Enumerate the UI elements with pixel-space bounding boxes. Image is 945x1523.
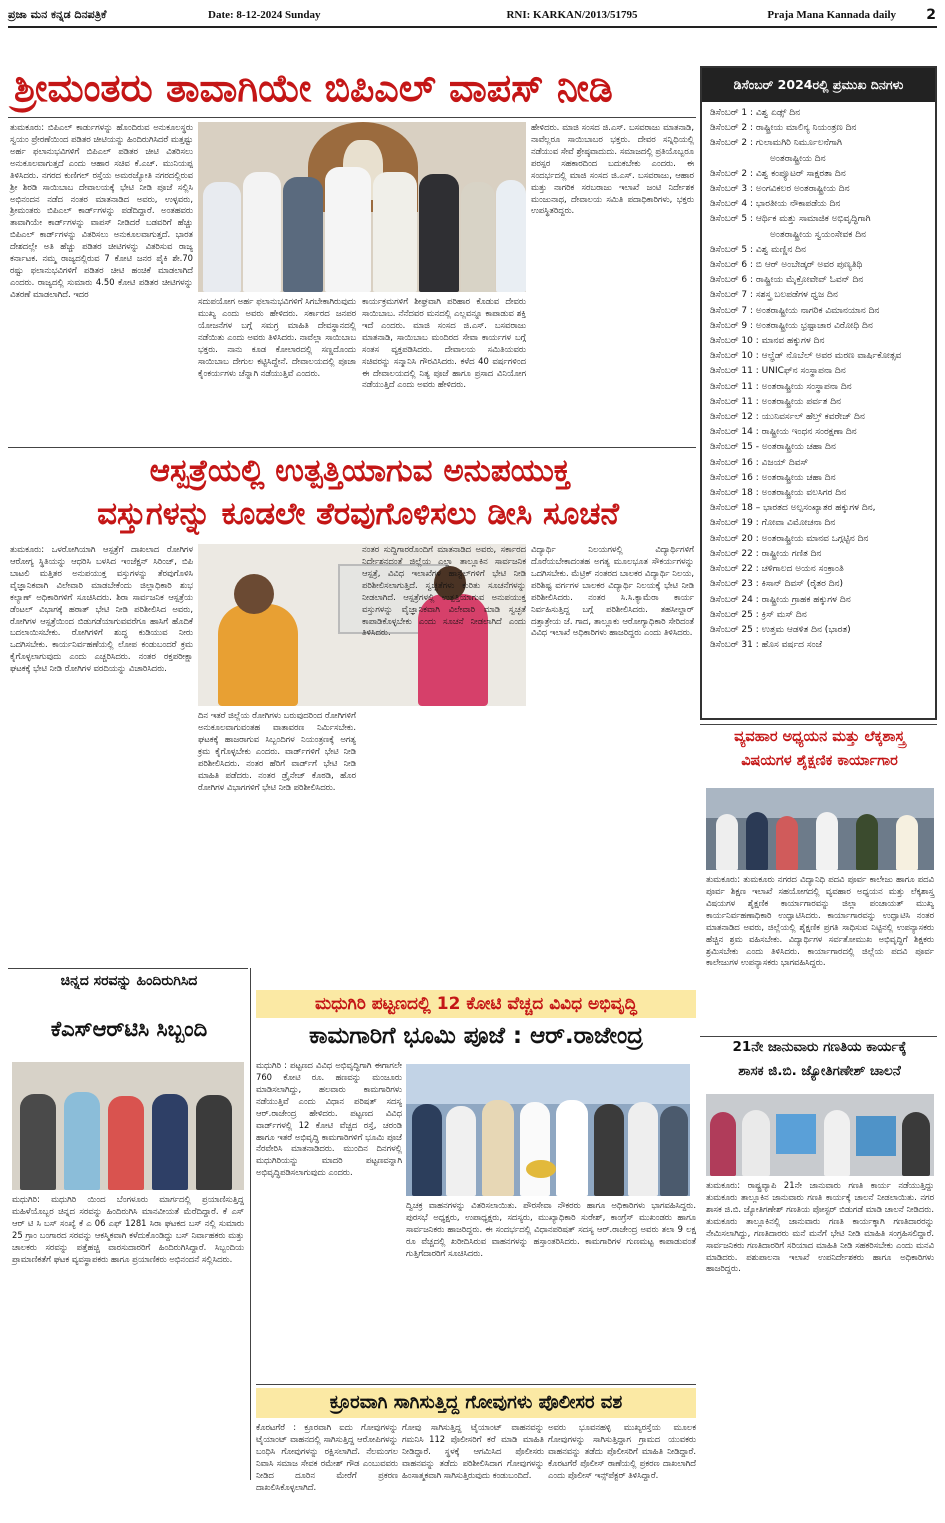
newspaper-name: Praja Mana Kannada daily xyxy=(767,9,896,21)
person-figure xyxy=(218,604,298,706)
list-item: ಡಿಸೆಂಬರ್ 24 : ರಾಷ್ಟ್ರೀಯ ಗ್ರಾಹಕ ಹಕ್ಕುಗಳ ದಿನ xyxy=(710,594,851,605)
person-figure xyxy=(816,812,838,870)
person-figure xyxy=(896,815,918,870)
list-item: ಡಿಸೆಂಬರ್ 6 : ರಾಷ್ಟ್ರೀಯ ಮೈಕ್ರೋವೇವ್ ಓವನ್ ದಿನ xyxy=(710,275,864,286)
person-figure xyxy=(776,816,798,870)
person-figure xyxy=(243,172,281,292)
person-figure xyxy=(902,1112,930,1176)
story1-col4: ಹೇಳಿದರು. ಮಾಜಿ ಸಂಸದ ಜಿ.ಎಸ್. ಬಸವರಾಜು ಮಾತನಾಡಿ, ನಾವೆಲ್ಲರೂ ಸಾಯಿಬಾಬರ ಭಕ್ತರು. ದೇವರ ಸನ್ನಿಧಿಯಲ್ಲಿ ನಡೆಯುವ ಸೇವೆ ಶ್ರೇಷ್ಠವಾದುದು. ಸಮಾಜದಲ್ಲಿ ಪ್ರತಿಯೊಬ್ಬರೂ ಪರಸ್ಪರ ಸಹಕಾರದಿಂದ ಬದುಕಬೇಕು ಎಂದರು. ಈ ಸಂದರ್ಭದಲ್ಲಿ ಮಾಜಿ ಸಂಸದ ಜಿ.ಎಸ್. ಬಸವರಾಜು, ಆಹಾರ ಮತ್ತು ನಾಗರಿಕ ಸರಬರಾಜು ಇಲಾಖೆ ಜಂಟಿ ನಿರ್ದೇಶಕ ಮಂಜುನಾಥ, ದೇವಾಲಯ ಸಮಿತಿ ಪದಾಧಿಕಾರಿಗಳು, ಭಕ್ತರು ಉಪಸ್ಥಿತರಿದ್ದರು. xyxy=(531,122,694,216)
divider xyxy=(700,724,937,725)
person-figure xyxy=(196,1095,232,1190)
person-head xyxy=(234,574,274,614)
list-item: ಡಿಸೆಂಬರ್ 1 : ವಿಶ್ವ ಏಡ್ಸ್ ದಿನ xyxy=(710,108,801,118)
list-item: ಡಿಸೆಂಬರ್ 16 : ವಿಜಯ್ ದಿವಸ್ xyxy=(710,457,809,468)
person-figure xyxy=(325,167,371,292)
important-days-box xyxy=(700,66,937,720)
list-item: ಡಿಸೆಂಬರ್ 7 : ಸಶಸ್ತ್ರ ಬಲಪಡೆಗಳ ಧ್ವಜ ದಿನ xyxy=(710,290,838,301)
list-item: ಡಿಸೆಂಬರ್ 20 : ಅಂತರಾಷ್ಟ್ರೀಯ ಮಾನವ ಒಗ್ಗಟ್ಟಿನ ದಿನ xyxy=(710,533,869,544)
story2-col2: ದಿನ ಇತರೆ ಜಿಲ್ಲೆಯ ರೋಗಿಗಳು ಬರುವುದರಿಂದ ರೋಗಿಗಳಿಗೆ ಅನುಕೂಲವಾಗುವಂತಹ ವಾತಾವರಣ ನಿರ್ಮಿಸಬೇಕು. ಘಟಕಕ್ಕೆ ಹಾಜರಾಗುವ ಸಿಬ್ಬಂದಿಗಳ ನಿಯಂತ್ರಣಕ್ಕೆ ಅಗತ್ಯ ಕ್ರಮ ಕೈಗೊಳ್ಳಬೇಕು ಎಂದರು. ವಾರ್ಡ್‌ಗಳಿಗೆ ಭೇಟಿ ನೀಡಿ ಪರಿಶೀಲಿಸಿದರು. ನಂತರ ಹೆರಿಗೆ ವಾರ್ಡ್‌ಗೆ ಭೇಟಿ ನೀಡಿ ಮಾಹಿತಿ ಪಡೆದರು. ನಂತರ ಡ್ರೈನೇಜ್ ಕೊಠಡಿ, ಹೊರ ರೋಗಿಗಳ ವಿಭಾಗಗಳಿಗೆ ಭೇಟಿ ನೀಡಿ ಪರಿಶೀಲಿಸಿದರು. xyxy=(198,710,356,792)
story5-headline-line2: ಕೆಎಸ್‌ಆರ್‌ಟಿಸಿ ಸಿಬ್ಬಂದಿ xyxy=(50,1017,208,1041)
list-item: ಡಿಸೆಂಬರ್ 23 : ಕಿಸಾನ್ ದಿವಸ್ (ರೈತರ ದಿನ) xyxy=(710,579,844,590)
person-figure xyxy=(20,1094,56,1190)
story1-col1: ತುಮಕೂರು: ಬಿಪಿಎಲ್ ಕಾರ್ಡುಗಳನ್ನು ಹೊಂದಿರುವ ಅನುಕೂಲಸ್ಥರು ಸ್ವಯಂ ಪ್ರೇರಣೆಯಿಂದ ಪಡಿತರ ಚೀಟಿಯನ್ನು ಹಿಂದಿರುಗಿಸಿದರೆ ಮತ್ತಷ್ಟು ಅರ್ಹ ಫಲಾನುಭವಿಗಳಿಗೆ ಬಿಪಿಎಲ್ ಪಡಿತರ ಚೀಟಿ ವಿತರಿಸಲು ಅನುಕೂಲವಾಗುತ್ತದೆ ಎಂದು ಆಹಾರ ಸಚಿವ ಕೆ.ಎಚ್. ಮುನಿಯಪ್ಪ ತಿಳಿಸಿದರು. ನಗರದ ಕುಣಿಗಲ್ ರಸ್ತೆಯ ಅಮರಜ್ಯೋತಿ ನಗರದಲ್ಲಿರುವ ಶ್ರೀ ಶಿರಡಿ ಸಾಯಿಬಾಬ ದೇವಾಲಯಕ್ಕೆ ಭೇಟಿ ನೀಡಿ ಪೂಜೆ ಸಲ್ಲಿಸಿ ಅಭಿನಂದನ ನಡೆದ ನಂತರ ಮಾತನಾಡಿದ ಅವರು, ಉಳ್ಳವರು, ಶ್ರೀಮಂತರು ಬಿಪಿಎಲ್ ಕಾರ್ಡ್‌ಗಳನ್ನು ಪಡೆದಿದ್ದಾರೆ. ಅಂತಹವರು ತಾವಾಗಿಯೇ ಕಾರ್ಡ್‌ಗಳನ್ನು ವಾಪಸ್ ನೀಡಿದರೆ ಬಡವರಿಗೆ ಹೆಚ್ಚು ಬಿಪಿಎಲ್ ಕಾರ್ಡ್‌ಗಳನ್ನು ವಿತರಿಸಲು ಅನುಕೂಲವಾಗುತ್ತದೆ. ಭಾರತ ದೇಶದಲ್ಲೇ ಅತಿ ಹೆಚ್ಚು ಪಡಿತರ ಚೀಟಿಗಳನ್ನು ವಿತರಿಸುವ ರಾಜ್ಯ ಕರ್ನಾಟಕ. ನಮ್ಮ ರಾಜ್ಯದಲ್ಲಿರುವ 7 ಕೋಟಿ ಜನರ ಪೈಕಿ ಶೇ.70 ರಷ್ಟು ಫಲಾನುಭವಿಗಳಿಗೆ ಪಡಿತರ ಚೀಟಿ ಹಂಚಿಕೆ ಮಾಡಲಾಗಿದೆ ಎಂದರು. ರಾಜ್ಯದಲ್ಲಿ ಸುಮಾರು 4.50 ಕೋಟಿ ಪಡಿತರ ಚೀಟಿಗಳನ್ನು ವಿತರಣೆ ಮಾಡಲಾಗಿದೆ. ಇದರ xyxy=(10,122,193,299)
list-item: ಡಿಸೆಂಬರ್ 4 : ಭಾರತೀಯ ನೌಕಾಪಡೆಯ ದಿನ xyxy=(710,199,841,210)
person-figure xyxy=(856,814,878,870)
divider xyxy=(8,117,696,118)
list-item: ಡಿಸೆಂಬರ್ 9 : ಅಂತರಾಷ್ಟ್ರೀಯ ಭ್ರಷ್ಟಾಚಾರ ವಿರೋಧಿ ದಿನ xyxy=(710,320,873,331)
sky-image xyxy=(406,1064,690,1104)
list-item: ಡಿಸೆಂಬರ್ 2 : ರಾಷ್ಟ್ರೀಯ ಮಾಲಿನ್ಯ ನಿಯಂತ್ರಣ ದಿನ xyxy=(710,123,857,134)
person-figure xyxy=(412,1104,442,1196)
person-figure xyxy=(446,1106,476,1196)
divider xyxy=(8,447,696,448)
story6-col1: ಮಧುಗಿರಿ : ಪಟ್ಟಣದ ವಿವಿಧ ಅಭಿವೃದ್ಧಿಗಾಗಿ ಈಗಾಗಲೇ 760 ಕೋಟಿ ರೂ. ಹಣವನ್ನು ಮಂಜೂರು ಮಾಡಿಸಲಾಗಿದ್ದು, ಹಲವಾರು ಕಾಮಗಾರಿಗಳು ನಡೆಯುತ್ತಿವೆ ಎಂದು ವಿಧಾನ ಪರಿಷತ್ ಸದಸ್ಯ ಆರ್.ರಾಜೇಂದ್ರ ಹೇಳಿದರು. ಪಟ್ಟಣದ ವಿವಿಧ ವಾರ್ಡ್‌ಗಳಲ್ಲಿ 12 ಕೋಟಿ ವೆಚ್ಚದ ರಸ್ತೆ, ಚರಂಡಿ ಹಾಗೂ ಇತರೆ ಅಭಿವೃದ್ಧಿ ಕಾಮಗಾರಿಗಳಿಗೆ ಭೂಮಿ ಪೂಜೆ ನೆರವೇರಿಸಿ ಮಾತನಾಡಿದರು. ಮುಂದಿನ ದಿನಗಳಲ್ಲಿ ಮಧುಗಿರಿಯನ್ನು ಮಾದರಿ ಪಟ್ಟಣವನ್ನಾಗಿ ಅಭಿವೃದ್ಧಿಪಡಿಸಲಾಗುವುದು ಎಂದರು. xyxy=(256,1060,402,1178)
story2-col3: ನಂತರ ಸುದ್ದಿಗಾರರೊಂದಿಗೆ ಮಾತನಾಡಿದ ಅವರು, ಸರ್ಕಾರದ ನಿರ್ದೇಶನದಂತೆ ಜಿಲ್ಲೆಯ ಎಲ್ಲಾ ತಾಲ್ಲೂಕಿನ ಸಾರ್ವಜನಿಕ ಆಸ್ಪತ್ರೆ, ವಿವಿಧ ಇಲಾಖೆಗಳ ಹಾಸ್ಟೆಲ್‌ಗಳಿಗೆ ಭೇಟಿ ನೀಡಿ ಪರಿಶೀಲಿಸಲಾಗುತ್ತಿದೆ. ಸ್ವಚ್ಛತೆಗಳು ಕುರಿತು ಸೂಚನೆಗಳನ್ನು ನೀಡಲಾಗಿದೆ. ಆಸ್ಪತ್ರೆಗಳಲ್ಲಿ ಉತ್ಪತ್ತಿಯಾಗುವ ಅನುಪಯುಕ್ತ ವಸ್ತುಗಳನ್ನು ವೈಜ್ಞಾನಿಕವಾಗಿ ವಿಲೇವಾರಿ ಮಾಡಿ ಸ್ವಚ್ಛತೆ ಕಾಪಾಡಿಕೊಳ್ಳಬೇಕು ಎಂದು ಸೂಚನೆ ನೀಡಲಾಗಿದೆ ಎಂದು ತಿಳಿಸಿದರು. xyxy=(362,544,526,638)
person-figure xyxy=(482,1100,514,1196)
list-item: ಡಿಸೆಂಬರ್ 25 : ಉತ್ತಮ ಆಡಳಿತ ದಿನ (ಭಾರತ) xyxy=(710,624,851,635)
person-figure xyxy=(660,1106,688,1196)
story6-photo xyxy=(406,1064,690,1196)
list-item: ಡಿಸೆಂಬರ್ 3 : ಅಂಗವಿಕಲರ ಅಂತರಾಷ್ಟ್ರೀಯ ದಿನ xyxy=(710,184,850,195)
person-figure xyxy=(203,182,241,292)
masthead xyxy=(8,4,937,28)
person-figure xyxy=(108,1096,144,1190)
list-item: ಡಿಸೆಂಬರ್ 14 : ರಾಷ್ಟ್ರೀಯ ಇಂಧನ ಸಂರಕ್ಷಣಾ ದಿನ xyxy=(710,427,857,438)
divider xyxy=(700,1036,937,1037)
person-figure xyxy=(710,1112,736,1176)
story4-headline-line2: ಶಾಸಕ ಜಿ.ಬಿ. ಜ್ಯೋತಿಗಣೇಶ್ ಚಾಲನೆ xyxy=(738,1063,901,1079)
person-figure xyxy=(373,172,417,292)
poster-image xyxy=(776,1114,816,1154)
story2-col4: ವಿದ್ಯಾರ್ಥಿ ನಿಲಯಗಳಲ್ಲಿ ವಿದ್ಯಾರ್ಥಿಗಳಿಗೆ ದೊರೆಯಬೇಕಾದಂತಹ ಅಗತ್ಯ ಮೂಲಭೂತ ಸೌಕರ್ಯಗಳನ್ನು ಒದಗಿಸಬೇಕು. ಮೆಟ್ರಿಕ್ ನಂತರದ ಬಾಲಕರ ವಿದ್ಯಾರ್ಥಿ ನಿಲಯ, ಪರಿಶಿಷ್ಟ ವರ್ಗಗಳ ಬಾಲಕರ ವಿದ್ಯಾರ್ಥಿ ನಿಲಯಕ್ಕೆ ಭೇಟಿ ನೀಡಿ ಪರಿಶೀಲಿಸಿದರು. ನಂತರ ಸಿ.ಸಿ.ಕ್ಯಾಮೆರಾ ಕಾರ್ಯ ನಿರ್ವಹಿಸುತ್ತಿದ್ದ ಬಗ್ಗೆ ಪರಿಶೀಲಿಸಿದರು. ತಹಸೀಲ್ದಾರ್ ದತ್ತಾತ್ರೇಯ ಜೆ. ಗಾದ, ತಾಲ್ಲೂಕು ಆರೋಗ್ಯಾಧಿಕಾರಿ ಸೇರಿದಂತೆ ವಿವಿಧ ಇಲಾಖೆ ಅಧಿಕಾರಿಗಳು ಹಾಜರಿದ್ದರು ಎಂದು ತಿಳಿಸಿದರು. xyxy=(531,544,694,638)
story4-headline-line1: 21ನೇ ಜಾನುವಾರು ಗಣತಿಯ ಕಾರ್ಯಕ್ಕೆ xyxy=(732,1039,907,1055)
list-item: ಡಿಸೆಂಬರ್ 25 : ಕ್ರಿಸ್ ಮಸ್ ದಿನ xyxy=(710,609,807,620)
list-item: ಡಿಸೆಂಬರ್ 16 : ಅಂತರಾಷ್ಟ್ರೀಯ ಚಹಾ ದಿನ xyxy=(710,472,836,483)
person-figure xyxy=(742,1110,770,1176)
story7-col1: ಕೊರಟಗೆರೆ : ಕ್ರೂರವಾಗಿ ಐದು ಗೋವುಗಳನ್ನು ಟೈಯಾಂಟ್ ವಾಹನದಲ್ಲಿ ಸಾಗಿಸುತ್ತಿದ್ದ ಆರೋಪಿಗಳನ್ನು ಬಂಧಿಸಿ ಗೋವುಗಳನ್ನು ರಕ್ಷಿಸಲಾಗಿದೆ. ನೆಲಮಂಗಲ ನಿವಾಸಿ ಸಮಾಜ ಸೇವಕ ರಮೇಶ್ ಗೌಡ ಎಂಬುವವರು ನೀಡಿದ ದೂರಿನ ಮೇರೆಗೆ ಪ್ರಕರಣ ದಾಖಲಿಸಿಕೊಳ್ಳಲಾಗಿದೆ. xyxy=(256,1422,398,1492)
story7-headline: ಕ್ರೂರವಾಗಿ ಸಾಗಿಸುತ್ತಿದ್ದ ಗೋವುಗಳು ಪೊಲೀಸರ ವಶ xyxy=(256,1388,696,1418)
issue-date: Date: 8-12-2024 Sunday xyxy=(208,9,321,21)
list-item: ಅಂತರಾಷ್ಟ್ರೀಯ ದಿನ xyxy=(770,153,826,164)
story5-photo xyxy=(12,1062,244,1190)
list-item: ಡಿಸೆಂಬರ್ 11 : ಅಂತರಾಷ್ಟ್ರೀಯ ಸಂಸ್ಥಾಪನಾ ದಿನ xyxy=(710,381,852,392)
list-item: ಡಿಸೆಂಬರ್ 11 : UNICಫ್‌ನ ಸಂಸ್ಥಾಪನಾ ದಿನ xyxy=(710,366,846,377)
list-item: ಡಿಸೆಂಬರ್ 2 : ವಿಶ್ವ ಕಂಪ್ಯೂಟರ್ ಸಾಕ್ಷರತಾ ದಿನ xyxy=(710,168,846,179)
page-number: 2 xyxy=(926,7,936,23)
story6-headline-line1: ಮಧುಗಿರಿ ಪಟ್ಟಣದಲ್ಲಿ 12 ಕೋಟಿ ವೆಚ್ಚದ ವಿವಿಧ ಅಭಿವೃದ್ಧಿ xyxy=(256,990,696,1018)
story4-body: ತುಮಕೂರು: ರಾಷ್ಟ್ರವ್ಯಾಪಿ 21ನೇ ಜಾನುವಾರು ಗಣತಿ ಕಾರ್ಯ ನಡೆಯುತ್ತಿದ್ದು ತುಮಕೂರು ತಾಲ್ಲೂಕಿನ ಜಾನುವಾರು ಗಣತಿ ಕಾರ್ಯಕ್ಕೆ ಚಾಲನೆ ನೀಡಲಾಯಿತು. ನಗರ ಶಾಸಕ ಜಿ.ಬಿ. ಜ್ಯೋತಿಗಣೇಶ್ ಗಣತಿಯ ಪೋಸ್ಟರ್ ಬಿಡುಗಡೆ ಮಾಡಿ ಚಾಲನೆ ನೀಡಿದರು. ತುಮಕೂರು ತಾಲ್ಲೂಕಿನಲ್ಲಿ ಜಾನುವಾರು ಗಣತಿ ಕಾರ್ಯಕ್ಕಾಗಿ ಗಣತಿದಾರರನ್ನು ನೇಮಿಸಲಾಗಿದ್ದು, ಗಣತಿದಾರರು ಮನೆ ಮನೆಗೆ ಭೇಟಿ ನೀಡಿ ಮಾಹಿತಿ ಸಂಗ್ರಹಿಸಲಿದ್ದಾರೆ. ಸಾರ್ವಜನಿಕರು ಗಣತಿದಾರರಿಗೆ ಸರಿಯಾದ ಮಾಹಿತಿ ನೀಡಿ ಸಹಕರಿಸಬೇಕು ಎಂದು ಮನವಿ ಮಾಡಿದರು. ಪಶುಪಾಲನಾ ಇಲಾಖೆ ಉಪನಿರ್ದೇಶಕರು ಹಾಗೂ ಅಧಿಕಾರಿಗಳು ಹಾಜರಿದ್ದರು. xyxy=(706,1180,934,1274)
divider xyxy=(250,968,251,1480)
poster-image xyxy=(856,1116,896,1156)
story5-headline-line1: ಚಿನ್ನದ ಸರವನ್ನು ಹಿಂದಿರುಗಿಸಿದ xyxy=(60,973,198,989)
person-figure xyxy=(461,182,495,292)
list-item: ಡಿಸೆಂಬರ್ 10 : ಆಲ್ಫ್ರೆಡ್ ನೊಬೆಲ್ ಅವರ ಮರಣ ವಾರ್ಷಿಕೋತ್ಸವ xyxy=(710,351,902,362)
list-item: ಡಿಸೆಂಬರ್ 18 – ಭಾರತದ ಅಲ್ಪಸಂಖ್ಯಾತರ ಹಕ್ಕುಗಳ ದಿನ, xyxy=(710,503,876,514)
divider xyxy=(256,1384,696,1385)
story1-photo xyxy=(198,122,526,292)
list-item: ಡಿಸೆಂಬರ್ 22 : ರಾಷ್ಟ್ರೀಯ ಗಣಿತ ದಿನ xyxy=(710,548,822,559)
list-item: ಡಿಸೆಂಬರ್ 2 : ಗುಲಾಮಗಿರಿ ನಿರ್ಮೂಲನೆಗಾಗಿ xyxy=(710,138,842,149)
list-item: ಡಿಸೆಂಬರ್ 5 : ಆರ್ಥಿಕ ಮತ್ತು ಸಾಮಾಜಿಕ ಅಭಿವೃದ್ಧಿಗಾಗಿ xyxy=(710,214,871,225)
story6-col2: ದ್ವಿಚಕ್ರ ವಾಹನಗಳನ್ನು ವಿತರಿಸಲಾಯಿತು. ಪೌರಸೇವಾ ನೌಕರರು ಹಾಗೂ ಅಧಿಕಾರಿಗಳು ಭಾಗವಹಿಸಿದ್ದರು. ಪುರಸಭೆ ಅಧ್ಯಕ್ಷರು, ಉಪಾಧ್ಯಕ್ಷರು, ಸದಸ್ಯರು, ಮುಖ್ಯಾಧಿಕಾರಿ ಸುರೇಶ್, ಕಾಂಗ್ರೆಸ್ ಮುಖಂಡರು ಹಾಗೂ ಸಾರ್ವಜನಿಕರು ಹಾಜರಿದ್ದರು. ಈ ಸಂದರ್ಭದಲ್ಲಿ ವಿಧಾನಪರಿಷತ್ ಸದಸ್ಯ ಆರ್.ರಾಜೇಂದ್ರ ಅವರು ತಲಾ 9 ಲಕ್ಷ ರೂ ವೆಚ್ಚದಲ್ಲಿ ಖರೀದಿಸಿರುವ ವಾಹನಗಳನ್ನು ಹಸ್ತಾಂತರಿಸಿದರು. ಕಾಮಗಾರಿಗಳ ಗುಣಮಟ್ಟ ಕಾಪಾಡುವಂತೆ ಗುತ್ತಿಗೆದಾರರಿಗೆ ಸೂಚಿಸಿದರು. xyxy=(406,1200,696,1258)
list-item: ಡಿಸೆಂಬರ್ 10 : ಮಾನವ ಹಕ್ಕುಗಳ ದಿನ xyxy=(710,336,825,347)
person-figure xyxy=(716,814,738,870)
rni-number: RNI: KARKAN/2013/51795 xyxy=(506,9,638,21)
person-figure xyxy=(152,1094,188,1190)
story6-headline-line2: ಕಾಮಗಾರಿಗೆ ಭೂಮಿ ಪೂಜೆ : ಆರ್.ರಾಜೇಂದ್ರ xyxy=(308,1023,644,1049)
person-figure xyxy=(520,1102,550,1196)
story5-body: ಮಧುಗಿರಿ: ಮಧುಗಿರಿ ಯಿಂದ ಬೆಂಗಳೂರು ಮಾರ್ಗದಲ್ಲಿ ಪ್ರಯಾಣಿಸುತ್ತಿದ್ದ ಮಹಿಳೆಯೊಬ್ಬರ ಚಿನ್ನದ ಸರವನ್ನು ಹಿಂದಿರುಗಿಸಿ ಮಾನವೀಯತೆ ಮೆರೆದಿದ್ದಾರೆ. ಕೆ ಎಸ್ ಆರ್ ಟಿ ಸಿ ಬಸ್ ಸಂಖ್ಯೆ ಕೆ ಎ 06 ಎಫ್ 1281 ಸಿರಾ ಘಟಕದ ಬಸ್ ನಲ್ಲಿ ಸುಮಾರು 25 ಗ್ರಾಂ ಬಂಗಾರದ ಸರವನ್ನು ಆಕಸ್ಮಿಕವಾಗಿ ಕಳೆದುಕೊಂಡಿದ್ದು ಬಸ್ ನಿರ್ವಾಹಕರು ಮತ್ತು ಚಾಲಕರು ಸರವನ್ನು ಪತ್ತೆಹಚ್ಚಿ ವಾರಸುದಾರರಿಗೆ ಹಿಂದಿರುಗಿಸಿದ್ದಾರೆ. ಸಿಬ್ಬಂದಿಯ ಪ್ರಾಮಾಣಿಕತೆಗೆ ಘಟಕ ವ್ಯವಸ್ಥಾಪಕರು ಹಾಗೂ ಪ್ರಯಾಣಿಕರು ಅಭಿನಂದನೆ ಸಲ್ಲಿಸಿದರು. xyxy=(12,1194,244,1264)
story2-headline-line1: ಆಸ್ಪತ್ರೆಯಲ್ಲಿ ಉತ್ಪತ್ತಿಯಾಗುವ ಅನುಪಯುಕ್ತ xyxy=(149,453,571,489)
story3-photo xyxy=(706,788,934,870)
list-item: ಡಿಸೆಂಬರ್ 15 - ಅಂತರಾಷ್ಟ್ರೀಯ ಚಹಾ ದಿನ xyxy=(710,442,836,453)
story1-col3: ಕಾರ್ಯಕ್ರಮಗಳಿಗೆ ಶೀಘ್ರವಾಗಿ ಪರಿಹಾರ ಕೊಡುವ ದೇವರು ಸಾಯಿಬಾಬ. ನೆನೆದವರ ಮನದಲ್ಲಿ ಎಲ್ಲವನ್ನೂ ಕಾಪಾಡುವ ಶಕ್ತಿ ಇದೆ ಎಂದರು. ಮಾಜಿ ಸಂಸದ ಜಿ.ಎಸ್. ಬಸವರಾಜು ಮಾತನಾಡಿ, ಸಾಯಿಬಾಬ ಮಂದಿರದ ಸೇವಾ ಕಾರ್ಯಗಳ ಬಗ್ಗೆ ಸಂತಸ ವ್ಯಕ್ತಪಡಿಸಿದರು. ದೇವಾಲಯ ಸಮಿತಿಯವರು ಸಚಿವರನ್ನು ಸನ್ಮಾನಿಸಿ ಗೌರವಿಸಿದರು. ಕಳೆದ 40 ವರ್ಷಗಳಿಂದ ಈ ದೇವಾಲಯದಲ್ಲಿ ನಿತ್ಯ ಪೂಜೆ ಹಾಗೂ ಪ್ರಸಾದ ವಿನಿಯೋಗ ನಡೆಯುತ್ತಿದೆ ಎಂದು ಅವರು ಹೇಳಿದರು. xyxy=(362,296,526,390)
story2-headline-line2: ವಸ್ತುಗಳನ್ನು ಕೂಡಲೇ ತೆರವುಗೊಳಿಸಲು ಡೀಸಿ ಸೂಚನೆ xyxy=(97,496,619,532)
story4-photo xyxy=(706,1094,934,1176)
list-item: ಡಿಸೆಂಬರ್ 31 : ಹೊಸ ವರ್ಷದ ಸಂಜೆ xyxy=(710,640,823,651)
list-item: ಅಂತರಾಷ್ಟ್ರೀಯ ಸ್ವಯಂಸೇವಕ ದಿನ xyxy=(770,229,867,240)
divider xyxy=(8,968,248,969)
list-item: ಡಿಸೆಂಬರ್ 19 : ಗೋವಾ ವಿಮೋಚನಾ ದಿನ xyxy=(710,518,836,529)
important-days-title: ಡಿಸೆಂಬರ್ 2024ರಲ್ಲಿ ಪ್ರಮುಖ ದಿನಗಳು xyxy=(702,68,935,102)
flower-garland-image xyxy=(526,1160,556,1178)
person-figure xyxy=(496,180,526,292)
story7-col2: ಗೋವು ಸಾಗಿಸುತ್ತಿದ್ದ ಟೈಯಾಂಟ್ ವಾಹನವನ್ನು ಗಮನಿಸಿ 112 ಪೊಲೀಸರಿಗೆ ಕರೆ ಮಾಡಿ ಮಾಹಿತಿ ನೀಡಿದ್ದಾರೆ. ಸ್ಥಳಕ್ಕೆ ಆಗಮಿಸಿದ ಪೊಲೀಸರು ವಾಹನವನ್ನು ತಡೆದು ಪರಿಶೀಲಿಸಿದಾಗ ಗೋವುಗಳನ್ನು ಹಿಂಸಾತ್ಮಕವಾಗಿ ಸಾಗಿಸುತ್ತಿರುವುದು ಕಂಡುಬಂದಿದೆ. xyxy=(402,1422,544,1480)
person-figure xyxy=(419,174,459,292)
person-figure xyxy=(64,1092,100,1190)
story2-col1: ತುಮಕೂರು: ಒಳರೋಗಿಯಾಗಿ ಆಸ್ಪತ್ರೆಗೆ ದಾಖಲಾದ ರೋಗಿಗಳ ಆರೋಗ್ಯ ಸ್ಥಿತಿಯನ್ನು ಆಧರಿಸಿ ಬಳಸಿದ ಇಂಜೆಕ್ಷನ್ ಸಿರಿಂಜ್, ಬಿಪಿ ಬಾಟಲಿ ಮತ್ತಿತರ ಅನುಪಯುಕ್ತ ವಸ್ತುಗಳನ್ನು ತೆರವುಗೊಳಿಸಿ ವೈಜ್ಞಾನಿಕವಾಗಿ ವಿಲೇವಾರಿ ಮಾಡಬೇಕೆಂದು ಜಿಲ್ಲಾಧಿಕಾರಿ ಶುಭ ಕಲ್ಯಾಣ್ ಅಧಿಕಾರಿಗಳಿಗೆ ಸೂಚಿಸಿದರು. ಶಿರಾ ಸಾರ್ವಜನಿಕ ಆಸ್ಪತ್ರೆಯ ಡೆಂಟಲ್ ವಿಭಾಗಕ್ಕೆ ಹಠಾತ್ ಭೇಟಿ ನೀಡಿ ಪರಿಶೀಲಿಸಿದ ಅವರು, ರೋಗಿಗಳ ಆಸ್ಪತ್ರೆಯಿಂದ ಬಿಡುಗಡೆಯಾಗುವವರೆಗೂ ಹಾಸಿಗೆ ಹೊದಿಕೆ ಬದಲಾಯಿಸಬೇಕು. ರೋಗಿಗಳಿಗೆ ಶುದ್ಧ ಕುಡಿಯುವ ನೀರು ಒದಗಿಸಬೇಕು. ಕಾರ್ಯನಿರ್ವಹಣೆಯಲ್ಲಿ ಲೋಪ ಕಂಡುಬಂದರೆ ಕ್ರಮ ಕೈಗೊಳ್ಳಲಾಗುವುದು ಎಂದು ಎಚ್ಚರಿಸಿದರು. ನಂತರ ರಕ್ತಪರೀಕ್ಷಾ ಘಟಕಕ್ಕೆ ಭೇಟಿ ನೀಡಿ ರೋಗಿಗಳ ವರದಿಯನ್ನು ವಿಚಾರಿಸಿದರು. xyxy=(10,544,193,674)
person-figure xyxy=(628,1102,658,1196)
newspaper-logo: ಪ್ರಜಾ ಮನ ಕನ್ನಡ ದಿನಪತ್ರಿಕೆ xyxy=(8,8,107,21)
story3-headline-line2: ವಿಷಯಗಳ ಶೈಕ್ಷಣಿಕ ಕಾರ್ಯಾಗಾರ xyxy=(741,753,898,769)
person-figure xyxy=(283,177,323,292)
person-figure xyxy=(746,812,768,870)
story1-col2: ಸದುಪಯೋಗ ಅರ್ಹ ಫಲಾನುಭವಿಗಳಿಗೆ ಸಿಗಬೇಕಾಗಿರುವುದು ಮುಖ್ಯ ಎಂದು ಅವರು ಹೇಳಿದರು. ಸರ್ಕಾರದ ಜನಪರ ಯೋಜನೆಗಳ ಬಗ್ಗೆ ಸಮಗ್ರ ಮಾಹಿತಿ ದೇವಸ್ಥಾನದಲ್ಲಿ ನಡೆಯಿತು ಎಂದು ಅವರು ತಿಳಿಸಿದರು. ನಾವೆಲ್ಲಾ ಸಾಯಿಬಾಬ ಭಕ್ತರು. ನಾನು ಕೂಡ ಕೋಲಾರದಲ್ಲಿ ಸಣ್ಣದೊಂದು ಸಾಯಿಬಾಬ ದೇಗುಲ ಕಟ್ಟಿಸಿದ್ದೇನೆ. ದೇವಾಲಯದಲ್ಲಿ ಪೂಜಾ ಕೈಂಕರ್ಯಗಳು ಚೆನ್ನಾಗಿ ನಡೆಯುತ್ತಿವೆ ಎಂದರು. xyxy=(198,296,356,378)
list-item: ಡಿಸೆಂಬರ್ 6 : ಬಿ ಆರ್ ಅಂಬೇಡ್ಕರ್ ಅವರ ಪುಣ್ಯತಿಥಿ xyxy=(710,260,863,271)
story7-col3: ಅವರು ಭೂವನಹಳ್ಳಿ ಮುಖ್ಯರಸ್ತೆಯ ಮೂಲಕ ಗೋವುಗಳನ್ನು ಸಾಗಿಸುತ್ತಿದ್ದಾಗ ಗ್ರಾಮದ ಯುವಕರು ವಾಹನವನ್ನು ತಡೆದು ಪೊಲೀಸರಿಗೆ ಮಾಹಿತಿ ನೀಡಿದ್ದಾರೆ. ಕೊರಟಗೆರೆ ಪೊಲೀಸ್ ಠಾಣೆಯಲ್ಲಿ ಪ್ರಕರಣ ದಾಖಲಾಗಿದೆ ಎಂದು ಪೊಲೀಸ್ ಇನ್ಸ್‌ಪೆಕ್ಟರ್ ತಿಳಿಸಿದ್ದಾರೆ. xyxy=(548,1422,696,1480)
important-days-list xyxy=(702,102,935,653)
list-item: ಡಿಸೆಂಬರ್ 5 : ವಿಶ್ವ ಮಣ್ಣಿನ ದಿನ xyxy=(710,244,806,255)
story3-headline-line1: ವ್ಯವಹಾರ ಅಧ್ಯಯನ ಮತ್ತು ಲೆಕ್ಕಶಾಸ್ತ್ರ xyxy=(734,729,905,745)
person-figure xyxy=(556,1100,588,1196)
list-item: ಡಿಸೆಂಬರ್ 7 : ಅಂತರಾಷ್ಟ್ರೀಯ ನಾಗರಿಕ ವಿಮಾನಯಾನ ದಿನ xyxy=(710,305,880,316)
list-item: ಡಿಸೆಂಬರ್ 12 : ಯುನಿವರ್ಸಲ್ ಹೆಲ್ತ್ ಕವರೇಜ್ ದಿನ xyxy=(710,412,865,423)
person-figure xyxy=(824,1110,850,1176)
story3-body: ತುಮಕೂರು: ತುಮಕೂರು ನಗರದ ವಿದ್ಯಾನಿಧಿ ಪದವಿ ಪೂರ್ವ ಕಾಲೇಜು ಹಾಗೂ ಪದವಿ ಪೂರ್ವ ಶಿಕ್ಷಣ ಇಲಾಖೆ ಸಹಯೋಗದಲ್ಲಿ ವ್ಯವಹಾರ ಅಧ್ಯಯನ ಮತ್ತು ಲೆಕ್ಕಶಾಸ್ತ್ರ ವಿಷಯಗಳ ಶೈಕ್ಷಣಿಕ ಕಾರ್ಯಾಗಾರವನ್ನು ಜಿಲ್ಲಾ ಪಂಚಾಯತ್ ಮುಖ್ಯ ಕಾರ್ಯನಿರ್ವಹಣಾಧಿಕಾರಿ ಉದ್ಘಾಟಿಸಿದರು. ಕಾರ್ಯಾಗಾರವನ್ನು ಉದ್ಘಾಟಿಸಿ ನಂತರ ಮಾತನಾಡಿದ ಅವರು, ಜಿಲ್ಲೆಯಲ್ಲಿ ಶೈಕ್ಷಣಿಕ ಪ್ರಗತಿ ಸಾಧಿಸುವ ನಿಟ್ಟಿನಲ್ಲಿ ಉಪನ್ಯಾಸಕರು ಹೆಚ್ಚಿನ ಶ್ರಮ ವಹಿಸಬೇಕು. ವಿದ್ಯಾರ್ಥಿಗಳ ಸರ್ವತೋಮುಖ ಅಭಿವೃದ್ಧಿಗೆ ಶಿಕ್ಷಕರು ಶ್ರಮಿಸಬೇಕು ಎಂದು ತಿಳಿಸಿದರು. ಕಾರ್ಯಾಗಾರದಲ್ಲಿ ಜಿಲ್ಲೆಯ ಪದವಿ ಪೂರ್ವ ಕಾಲೇಜುಗಳ ಉಪನ್ಯಾಸಕರು ಭಾಗವಹಿಸಿದ್ದರು. xyxy=(706,874,934,968)
list-item: ಡಿಸೆಂಬರ್ 22 : ಚಳಿಗಾಲದ ಅಯನ ಸಂಕ್ರಾಂತಿ xyxy=(710,564,844,575)
list-item: ಡಿಸೆಂಬರ್ 11 : ಅಂತರಾಷ್ಟ್ರೀಯ ಪರ್ವತ ದಿನ xyxy=(710,396,842,407)
story1-headline: ಶ್ರೀಮಂತರು ತಾವಾಗಿಯೇ ಬಿಪಿಎಲ್ ವಾಪಸ್ ನೀಡಿ xyxy=(14,66,613,110)
list-item: ಡಿಸೆಂಬರ್ 18 : ಅಂತರಾಷ್ಟ್ರೀಯ ವಲಸಿಗರ ದಿನ xyxy=(710,488,847,499)
person-figure xyxy=(594,1104,624,1196)
